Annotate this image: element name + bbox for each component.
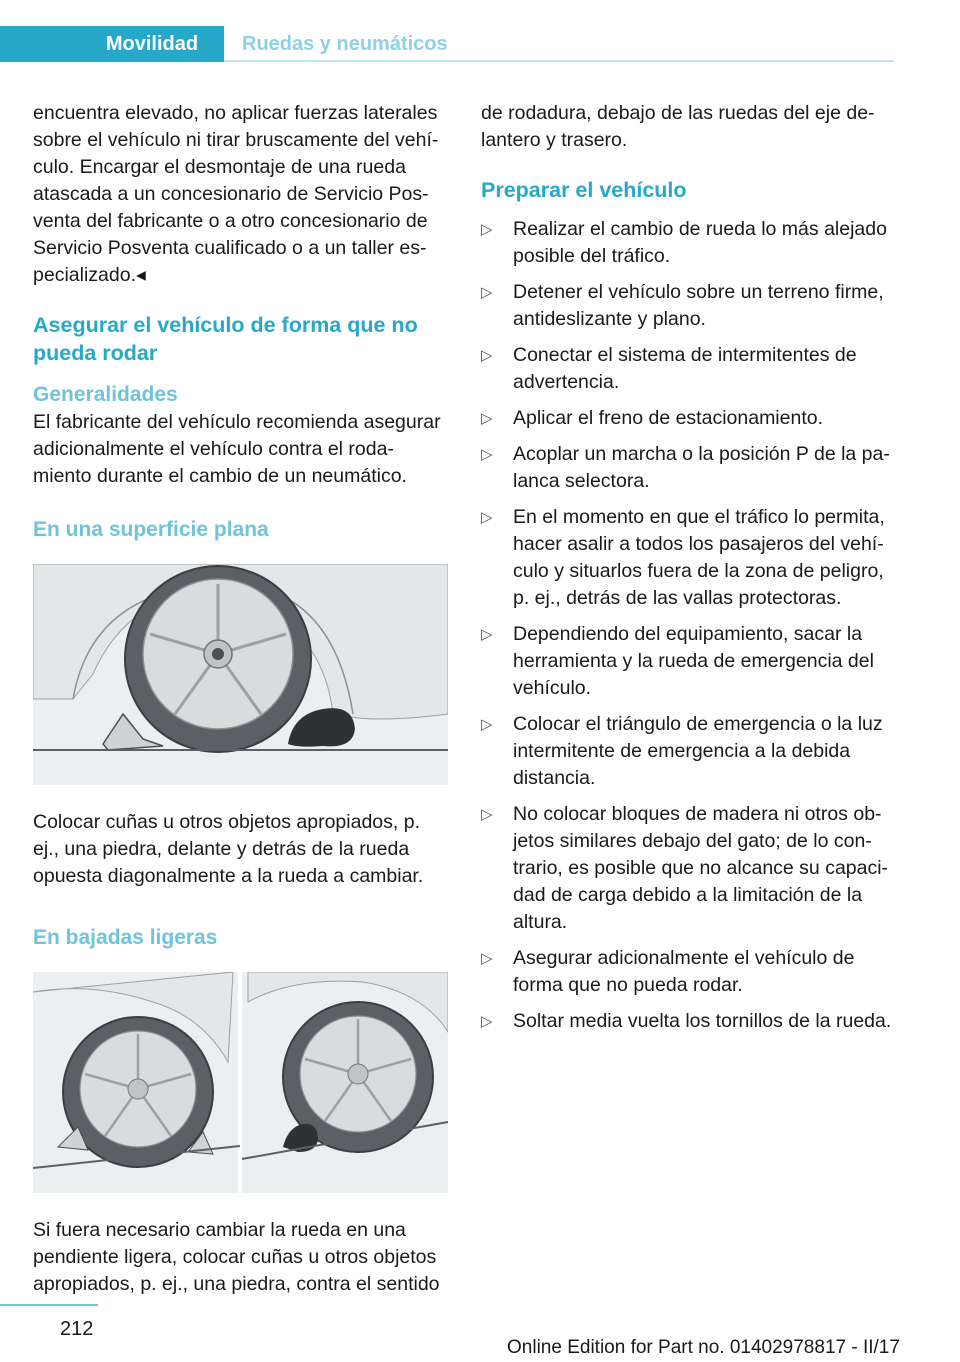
heading-general: Generalidades — [33, 383, 178, 406]
list-item — [481, 216, 899, 270]
page-number: 212 — [60, 1318, 94, 1340]
section-tab — [0, 26, 224, 62]
left-column — [33, 100, 451, 1298]
step-text: Realizar el cambio de rueda lo más alejado posible del tráfico. — [513, 218, 887, 267]
bullet-arrow-icon: ▷ — [481, 950, 493, 967]
preparation-steps — [481, 216, 899, 1035]
list-item — [481, 504, 899, 612]
list-item — [481, 441, 899, 495]
step-text: Detener el vehículo sobre un terreno firme, antideslizante y plano. — [513, 281, 884, 330]
list-item — [481, 342, 899, 396]
step-text: Asegurar adicionalmente el vehículo de forma que no pueda rodar. — [513, 947, 855, 996]
heading-flat-surface: En una superficie plana — [33, 518, 269, 541]
step-text: No colocar bloques de madera ni otros ob‐ jetos similares debajo del gato; de lo con‐ trario, es posible que no alcance su capaci‐ dad de carga debido a la limitación de la altura. — [513, 803, 889, 933]
bullet-arrow-icon: ▷ — [481, 626, 493, 643]
bullet-arrow-icon: ▷ — [481, 410, 493, 427]
general-paragraph: El fabricante del vehículo recomienda asegurar adicionalmente el vehículo contra el roda‐ miento durante el cambio de un neumático. — [33, 411, 441, 487]
step-text: En el momento en que el tráfico lo permita, hacer asalir a todos los pasajeros del vehí‐ culo y situarlos fuera de la zona de peligro, p. ej., detrás de las vallas protectoras. — [513, 506, 885, 609]
step-text: Conectar el sistema de intermitentes de advertencia. — [513, 344, 857, 393]
list-item — [481, 405, 899, 432]
list-item — [481, 711, 899, 792]
chapter-title: Ruedas y neumáticos — [242, 33, 448, 55]
bullet-arrow-icon: ▷ — [481, 509, 493, 526]
section-label: Movilidad — [105, 32, 199, 55]
flat-paragraph: Colocar cuñas u otros objetos apropiados, p. ej., una piedra, delante y detrás de la rueda opuesta diagonalmente a la rueda a cambiar. — [33, 811, 424, 887]
list-item — [481, 621, 899, 702]
bullet-arrow-icon: ▷ — [481, 221, 493, 238]
continuation-paragraph: de rodadura, debajo de las ruedas del eje de‐ lantero y trasero. — [481, 102, 875, 151]
flat-wheel-svg — [33, 564, 448, 785]
intro-paragraph: encuentra elevado, no aplicar fuerzas laterales sobre el vehículo ni tirar bruscamente del vehí‐ culo. Encargar el desmontaje de una rueda atascada a un concesionario de Servicio Pos‐ venta del fabricante o a otro concesionario de Servicio Posventa cualificado o a un taller es‐ pecializado.◂ — [33, 102, 439, 286]
bullet-arrow-icon: ▷ — [481, 716, 493, 733]
heading-slight-slope: En bajadas ligeras — [33, 926, 218, 949]
heading-secure-vehicle: Asegurar el vehículo de forma que no pueda rodar — [33, 313, 418, 365]
bullet-arrow-icon: ▷ — [481, 1013, 493, 1030]
slope-paragraph: Si fuera necesario cambiar la rueda en una pendiente ligera, colocar cuñas u otros objetos apropiados, p. ej., una piedra, contra el sentido — [33, 1219, 440, 1295]
slope-illustration — [33, 972, 448, 1193]
header-divider — [224, 60, 894, 62]
list-item — [481, 279, 899, 333]
heading-prepare-vehicle: Preparar el vehículo — [481, 178, 687, 202]
flat-surface-illustration — [33, 564, 448, 785]
step-text: Dependiendo del equipamiento, sacar la herramienta y la rueda de emergencia del vehículo. — [513, 623, 874, 699]
step-text: Soltar media vuelta los tornillos de la rueda. — [513, 1010, 892, 1032]
step-text: Aplicar el freno de estacionamiento. — [513, 407, 824, 429]
list-item — [481, 801, 899, 936]
page-header — [0, 26, 894, 62]
bullet-arrow-icon: ▷ — [481, 284, 493, 301]
footer-divider — [0, 1304, 98, 1306]
bullet-arrow-icon: ▷ — [481, 806, 493, 823]
bullet-arrow-icon: ▷ — [481, 347, 493, 364]
edition-note: Online Edition for Part no. 01402978817 - II/17 — [507, 1337, 900, 1358]
slope-wheels-svg — [33, 972, 448, 1193]
bullet-arrow-icon: ▷ — [481, 446, 493, 463]
list-item — [481, 945, 899, 999]
step-text: Acoplar un marcha o la posición P de la pa‐ lanca selectora. — [513, 443, 890, 492]
step-text: Colocar el triángulo de emergencia o la luz intermitente de emergencia a la debida distancia. — [513, 713, 883, 789]
list-item — [481, 1008, 899, 1035]
right-column — [481, 100, 899, 1044]
